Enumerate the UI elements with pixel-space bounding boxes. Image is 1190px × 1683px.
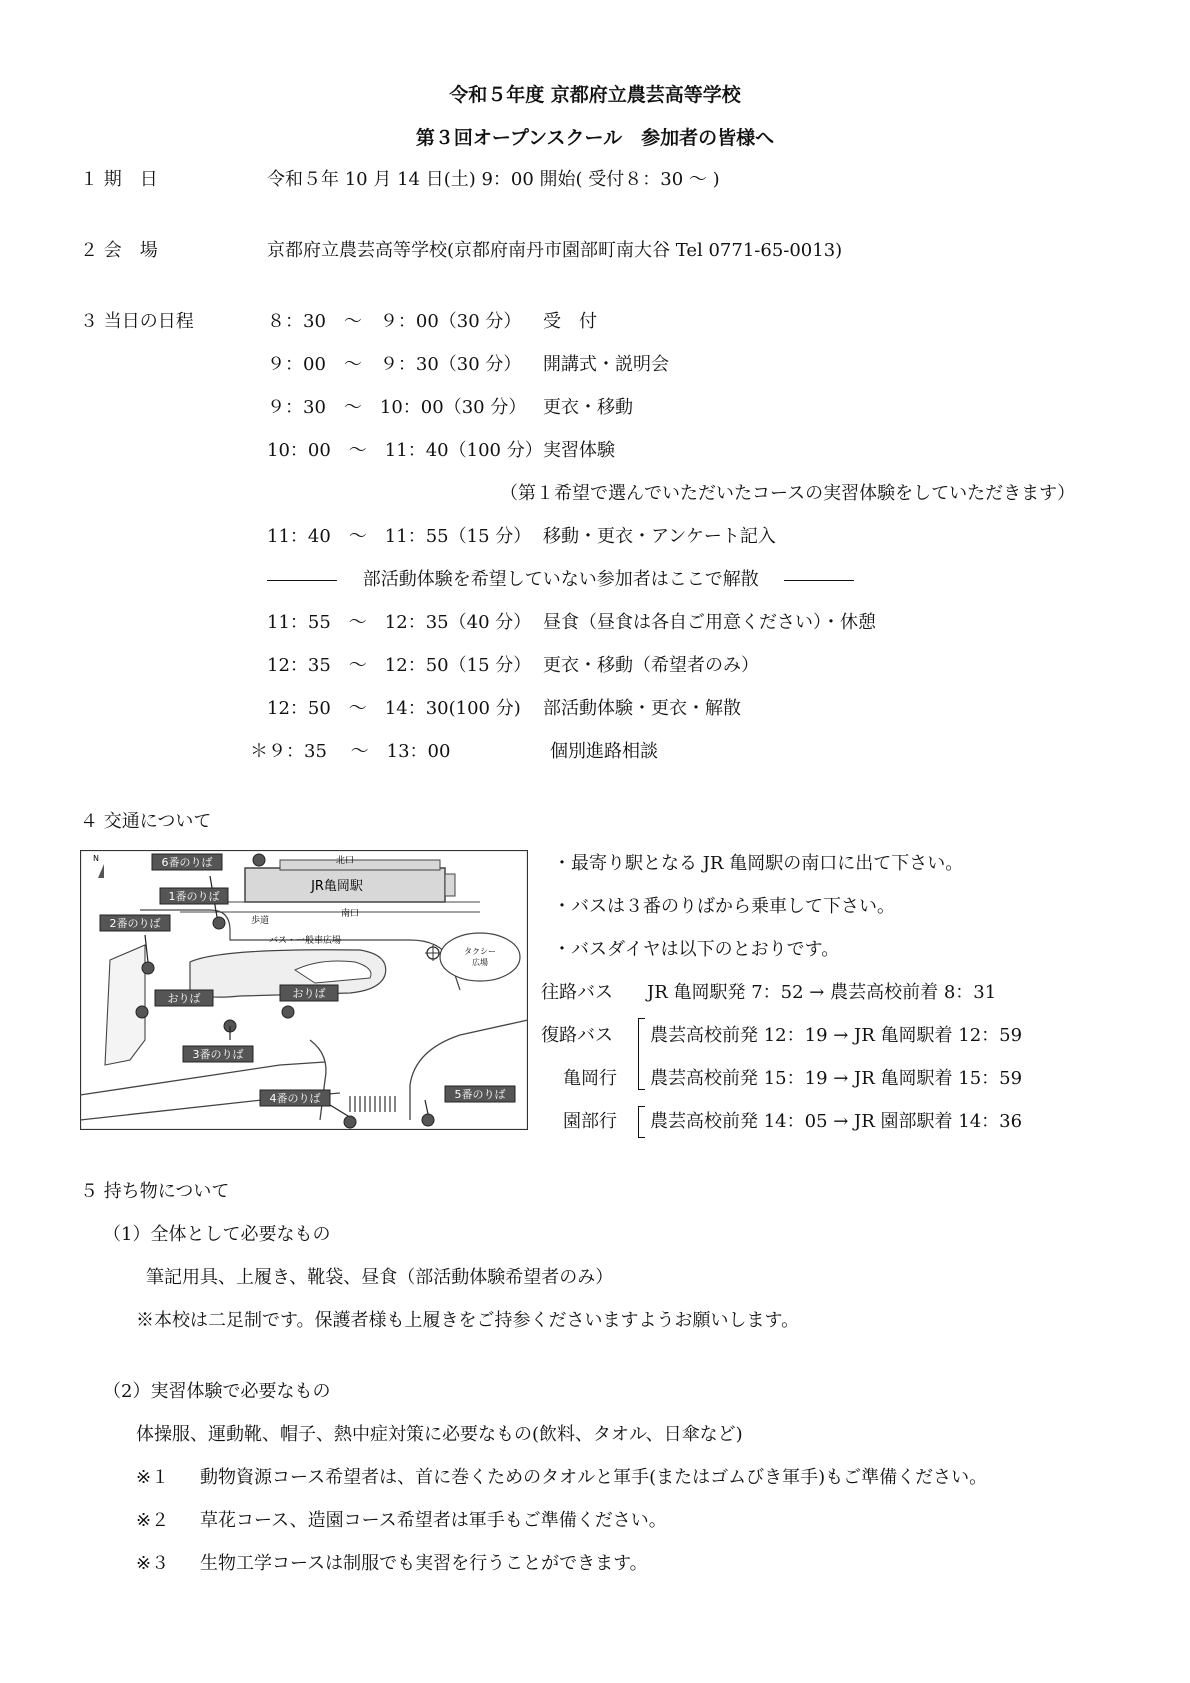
items-note-mark: ※３ <box>136 1553 170 1574</box>
map-orib-right: おりば <box>292 987 326 1000</box>
schedule-time: 11：40 ～ 11：55（15 分） <box>267 526 532 547</box>
map-minamiguchi: 南口 <box>340 909 360 919</box>
items-sub2-heading: （2）実習体験で必要なもの <box>103 1381 331 1402</box>
section-schedule-label: ３ 当日の日程 <box>80 311 194 332</box>
items-note-text: 生物工学コースは制服でも実習を行うことができます。 <box>200 1553 648 1574</box>
schedule-event: 更衣・移動（希望者のみ） <box>543 655 759 676</box>
map-stop-1: 1番のりば <box>168 890 220 903</box>
schedule-divider <box>267 568 854 592</box>
stop-6-marker <box>253 854 265 866</box>
map-north: N <box>93 854 99 863</box>
schedule-event: 部活動体験・更衣・解散 <box>543 698 741 719</box>
schedule-time: 11：55 ～ 12：35（40 分） <box>267 612 532 633</box>
map-bus-square: バス・一般車広場 <box>268 936 342 946</box>
page-subtitle: 第３回オープンスクール 参加者の皆様へ <box>415 127 775 149</box>
bus-return-time-2: 農芸高校前発 15：19 → JR 亀岡駅着 15：59 <box>650 1068 1023 1089</box>
map-stop-4: 4番のりば <box>269 1092 321 1105</box>
bus-return-dest: 亀岡行 <box>563 1068 617 1089</box>
items-sub1-list: 筆記用具、上履き、靴袋、昼食（部活動体験希望者のみ） <box>146 1267 614 1288</box>
schedule-time: ９：00 ～ ９：30（30 分） <box>267 354 522 375</box>
schedule-time: ８：30 ～ ９：00（30 分） <box>267 311 522 332</box>
items-note-text: 草花コース、造園コース希望者は軍手もご準備ください。 <box>200 1510 667 1531</box>
map-stop-6: 6番のりば <box>161 856 213 869</box>
items-sub1-heading: （1）全体として必要なもの <box>103 1224 331 1245</box>
schedule-note: （第１希望で選んでいただいたコースの実習体験をしていただきます） <box>500 483 1076 504</box>
bus-sonobe-label: 園部行 <box>563 1111 617 1132</box>
divider-text: 部活動体験を希望していない参加者はここで解散 <box>362 569 759 590</box>
access-bullet: ・バスダイヤは以下のとおりです。 <box>553 939 840 960</box>
bracket-return <box>638 1018 645 1090</box>
stop-4-marker <box>344 1116 356 1128</box>
map-taxi-1: タクシー <box>464 947 496 956</box>
bus-outbound-time: JR 亀岡駅発 7：52 → 農芸高校前着 8：31 <box>647 982 997 1003</box>
section-access-label: ４ 交通について <box>80 811 212 832</box>
map-station-label: JR亀岡駅 <box>311 879 363 894</box>
left-sidewalk <box>105 945 145 1065</box>
items-note-mark: ※２ <box>136 1510 170 1531</box>
divider-rule-right <box>784 580 854 581</box>
map-orib-left: おりば <box>167 992 201 1005</box>
section-date-value: 令和５年 10 月 14 日(土) 9：00 開始( 受付８：30 ～ ) <box>267 169 720 190</box>
schedule-extra-event: 個別進路相談 <box>550 741 658 762</box>
map-stop-2: 2番のりば <box>109 917 161 930</box>
schedule-event: 受 付 <box>543 311 597 332</box>
section-venue-value: 京都府立農芸高等学校(京都府南丹市園部町南大谷 Tel 0771-65-0013) <box>267 240 843 261</box>
map-hodo: 歩道 <box>250 916 270 926</box>
access-bullet: ・バスは３番のりばから乗車して下さい。 <box>553 896 895 917</box>
bus-sonobe-time: 農芸高校前発 14：05 → JR 園部駅着 14：36 <box>650 1111 1023 1132</box>
schedule-event: 移動・更衣・アンケート記入 <box>543 526 776 547</box>
schedule-event: 更衣・移動 <box>543 397 633 418</box>
items-sub2-list: 体操服、運動靴、帽子、熱中症対策に必要なもの(飲料、タオル、日傘など) <box>136 1424 743 1445</box>
stop-orib-left-marker <box>136 1006 148 1018</box>
bracket-sonobe <box>638 1106 645 1138</box>
stop-orib-right-marker <box>282 1006 294 1018</box>
schedule-event: 昼食（昼食は各自ご用意ください）・休憩 <box>543 612 876 633</box>
schedule-time: 12：50 ～ 14：30(100 分) <box>267 698 521 719</box>
schedule-extra-time: ＊９：35 ～ 13：00 <box>250 741 451 762</box>
bus-return-label: 復路バス <box>541 1025 613 1046</box>
stop-2-marker <box>142 962 154 974</box>
schedule-event: 実習体験 <box>543 440 615 461</box>
stop-5-marker <box>422 1114 434 1126</box>
bus-return-time-1: 農芸高校前発 12：19 → JR 亀岡駅着 12：59 <box>650 1025 1023 1046</box>
stop-1-marker <box>213 917 225 929</box>
section-items-label: ５ 持ち物について <box>80 1181 230 1202</box>
items-note-mark: ※１ <box>136 1467 170 1488</box>
schedule-event: 開講式・説明会 <box>543 354 669 375</box>
schedule-time: 12：35 ～ 12：50（15 分） <box>267 655 532 676</box>
items-sub1-note: ※本校は二足制です。保護者様も上履きをご持参くださいますようお願いします。 <box>136 1310 800 1331</box>
station-map <box>80 850 528 1130</box>
map-taxi-2: 広場 <box>472 958 488 967</box>
map-kitaguchi: 北口 <box>335 856 355 866</box>
station-wing <box>445 874 455 896</box>
access-bullet: ・最寄り駅となる JR 亀岡駅の南口に出て下さい。 <box>553 853 964 874</box>
bus-outbound-label: 往路バス <box>541 982 613 1003</box>
section-venue-label: ２ 会 場 <box>80 240 158 261</box>
taxi-plaza <box>440 933 520 981</box>
section-date-label: １ 期 日 <box>80 169 158 190</box>
map-stop-5: 5番のりば <box>454 1088 506 1101</box>
station-roof <box>280 860 440 870</box>
schedule-time: ９：30 ～ 10：00（30 分） <box>267 397 527 418</box>
divider-rule-left <box>267 580 337 581</box>
map-stop-3: 3番のりば <box>192 1048 244 1061</box>
items-note-text: 動物資源コース希望者は、首に巻くためのタオルと軍手(またはゴムびき軍手)もご準備ください。 <box>200 1467 988 1488</box>
page-title: 令和５年度 京都府立農芸高等学校 <box>449 84 741 106</box>
schedule-time: 10：00 ～ 11：40（100 分） <box>267 440 543 461</box>
